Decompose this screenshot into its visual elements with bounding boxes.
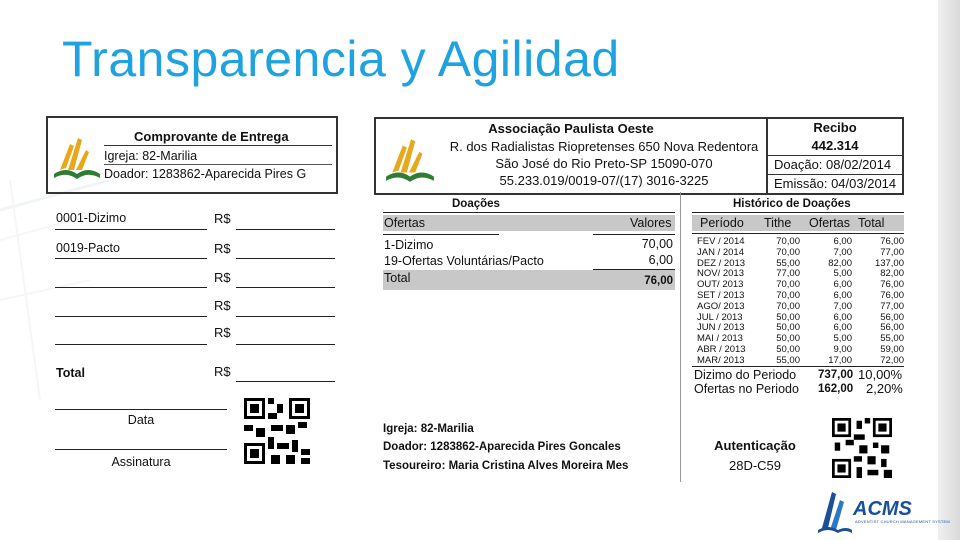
recibo-sep [768,174,902,175]
doacoes-col-valores: Valores [630,216,672,230]
hist-ofertas: 6,00 [833,236,852,247]
hist-periodo: ABR / 2013 [697,344,746,355]
doacoes-head-rule [383,212,675,213]
entrega-row-value-rule [236,287,335,288]
hist-tithe: 70,00 [776,236,800,247]
entrega-igreja: Igreja: 82-Marilia [104,149,198,163]
entrega-igreja-rule [104,164,332,165]
historico-head-rule [692,212,904,213]
hist-periodo: MAR/ 2013 [697,354,745,366]
hist-total: 76,00 [880,236,904,247]
recibo-number: 442.314 [811,138,859,153]
hist-tithe: 55,00 [776,354,800,366]
hist-periodo: FEV / 2014 [697,236,745,247]
entrega-row-rule [55,316,207,317]
hist-total: 76,00 [880,279,904,291]
donation-value: 70,00 [641,237,673,251]
entrega-row-value-rule [236,258,335,259]
dizimo-periodo-value: 737,00 [818,369,854,381]
donation-value: 6,00 [648,253,673,267]
assoc-name: Associação Paulista Oeste [488,121,654,136]
hist-ofertas: 6,00 [833,311,852,323]
entrega-row-value-rule [236,344,335,345]
donation-name: 1-Dizimo [384,238,434,252]
hist-col-ofertas: Ofertas [809,216,850,230]
qr-code-icon [832,418,892,478]
dizimo-periodo-label: Dizimo do Periodo [694,368,797,382]
entrega-row-rule [55,344,207,345]
hist-total: 76,00 [880,290,904,301]
slide-title: Transparencia y Agilidad [62,31,620,87]
entrega-row-value-rule [236,229,335,230]
entrega-row-currency: R$ [214,211,231,226]
doacoes-col-ofertas: Ofertas [384,216,425,230]
hist-total: 55,00 [880,333,904,345]
qr-code-icon [244,398,310,464]
hist-periodo: SET / 2013 [697,290,745,301]
brand-subtitle: ADVENTIST CHURCH MANAGEMENT SYSTEM [855,519,950,524]
entrega-total-currency: R$ [214,364,231,379]
hist-periodo: JUL / 2013 [697,311,743,323]
hist-total: 77,00 [880,300,904,312]
entrega-row-label: 0001-Dizimo [56,211,127,225]
footer-tesoureiro: Tesoureiro: Maria Cristina Alves Moreira Mes [383,460,629,472]
hist-periodo: DEZ / 2013 [697,257,746,269]
hist-periodo: AGO/ 2013 [697,300,745,312]
hist-periodo: JAN / 2014 [697,246,744,258]
entrega-total-rule [236,381,335,382]
entrega-title-rule [104,145,332,146]
historico-head: Histórico de Doações [733,198,851,210]
hist-ofertas: 7,00 [833,300,852,312]
recibo-divider [680,192,681,482]
acms-logo-icon [818,488,854,534]
entrega-row-rule [55,287,207,288]
hist-tithe: 70,00 [776,279,800,291]
hist-periodo: OUT/ 2013 [697,279,744,291]
entrega-row-currency: R$ [214,325,231,340]
entrega-row-currency: R$ [214,241,231,256]
hist-tithe: 50,00 [776,344,800,355]
brand-name: ACMS [853,498,912,520]
hist-ofertas: 5,00 [833,268,852,280]
auth-label: Autenticação [714,438,796,453]
hist-ofertas: 17,00 [828,354,852,366]
hist-total: 56,00 [880,322,904,334]
entrega-row-rule [55,258,207,259]
entrega-title: Comprovante de Entrega [134,129,289,144]
assinatura-label: Assinatura [111,455,171,469]
hist-periodo: MAI / 2013 [697,333,743,345]
hist-tithe: 70,00 [776,300,800,312]
donation-name: 19-Ofertas Voluntárias/Pacto [384,254,544,268]
doacoes-total-label: Total [384,271,411,285]
hist-ofertas: 6,00 [833,290,852,301]
entrega-row-rule [55,229,207,230]
hist-tithe: 50,00 [776,333,800,345]
auth-code: 28D-C59 [728,458,782,473]
assoc-address1: R. dos Radialistas Riopretenses 650 Nova Redentora [449,139,759,154]
hist-col-periodo: Período [700,216,744,230]
hist-tithe: 70,00 [776,290,800,301]
recibo-doacao: Doação: 08/02/2014 [774,157,892,172]
historico-col-rule [692,233,904,234]
recibo-title: Recibo [813,120,857,135]
doacoes-total-value: 76,00 [644,275,673,287]
hist-tithe: 77,00 [776,268,800,280]
hist-ofertas: 5,00 [833,333,852,345]
ofertas-periodo-pct: 2,20% [866,381,903,396]
assoc-address2: São José do Rio Preto-SP 15090-070 [495,156,713,171]
hist-tithe: 55,00 [776,257,800,269]
assoc-cnpj-phone: 55.233.019/0019-07/(17) 3016-3225 [499,173,709,188]
church-logo-icon [52,130,102,184]
hist-col-tithe: Tithe [764,216,792,230]
hist-periodo: NOV/ 2013 [697,268,744,280]
hist-total: 82,00 [880,268,904,280]
footer-doador: Doador: 1283862-Aparecida Pires Goncales [383,441,621,453]
entrega-doador: Doador: 1283862-Aparecida Pires G [104,167,307,181]
doacoes-rule [383,234,499,235]
data-label: Data [127,413,155,427]
data-rule [55,409,227,410]
hist-total: 56,00 [880,311,904,323]
assinatura-rule [55,449,227,450]
right-edge-bar [938,0,960,540]
hist-tithe: 50,00 [776,322,800,334]
ofertas-periodo-label: Ofertas no Periodo [694,382,799,396]
hist-total: 137,00 [874,257,904,269]
entrega-total-label: Total [56,366,85,380]
hist-total: 72,00 [880,354,904,366]
hist-tithe: 70,00 [776,246,800,258]
hist-ofertas: 6,00 [833,322,852,334]
ofertas-periodo-value: 162,00 [818,383,854,395]
hist-ofertas: 9,00 [833,344,852,355]
hist-ofertas: 7,00 [833,246,852,258]
doacoes-rule [593,234,675,235]
hist-tithe: 50,00 [776,311,800,323]
entrega-row-currency: R$ [214,270,231,285]
footer-igreja: Igreja: 82-Marilia [383,423,474,435]
hist-total: 59,00 [880,344,904,355]
hist-total: 77,00 [880,246,904,258]
doacoes-head: Doações [452,198,500,210]
recibo-emissao: Emissão: 04/03/2014 [774,176,897,191]
entrega-row-label: 0019-Pacto [56,241,120,255]
recibo-sep [768,155,902,156]
hist-periodo: JUN / 2013 [697,322,745,334]
dizimo-periodo-pct: 10,00% [858,367,903,382]
hist-ofertas: 6,00 [833,279,852,291]
hist-col-total: Total [858,216,885,230]
entrega-row-currency: R$ [214,298,231,313]
church-logo-icon [384,130,436,188]
hist-ofertas: 82,00 [828,257,852,269]
entrega-row-value-rule [236,316,335,317]
